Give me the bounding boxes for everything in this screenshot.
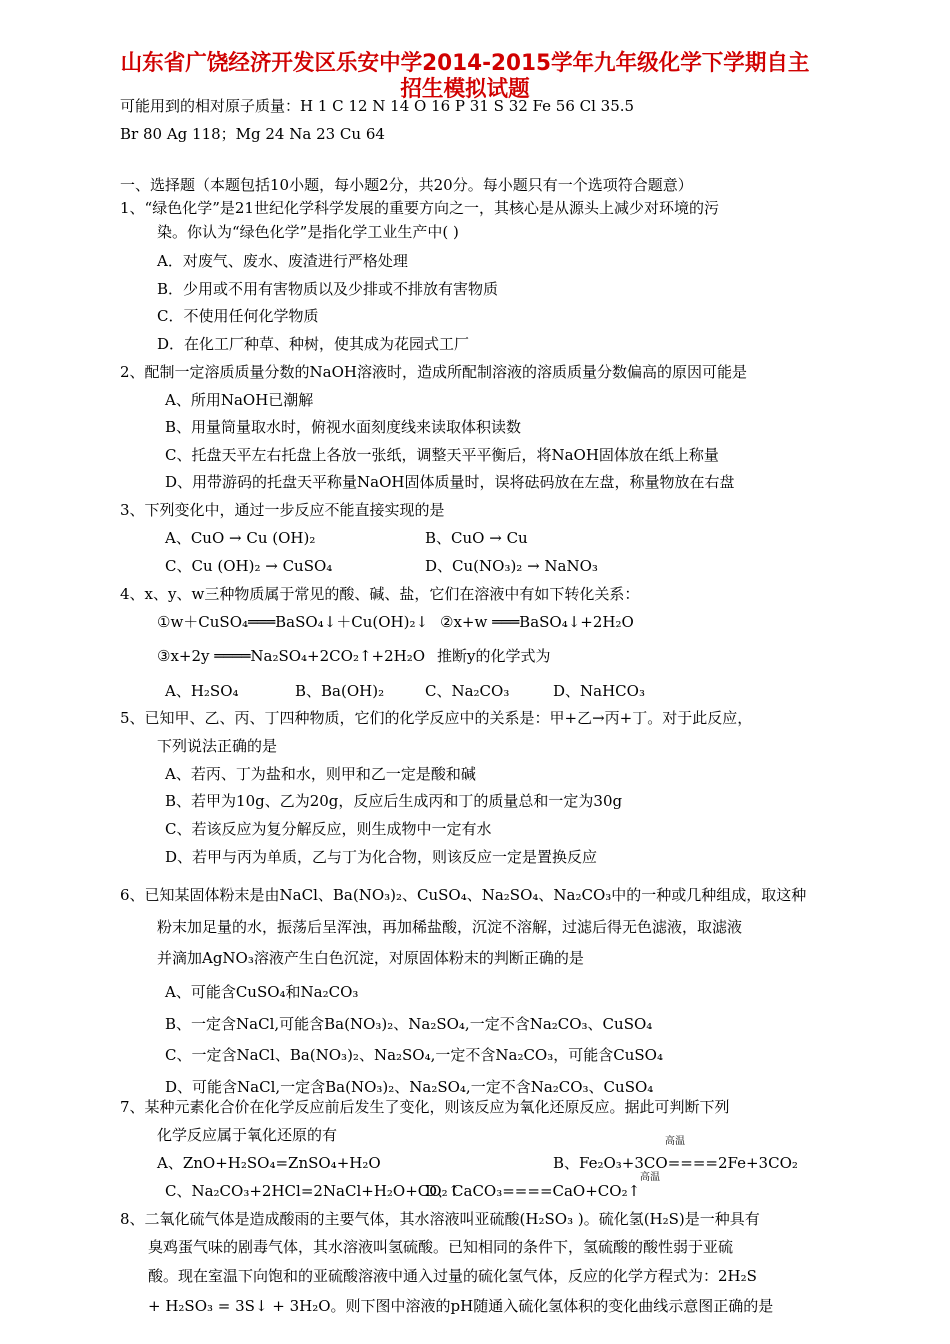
q7-stem-2: 化学反应属于氧化还原的有 — [157, 1126, 338, 1144]
q6-stem-3: 并滴加AgNO₃溶液产生白色沉淀，对原固体粉末的判断正确的是 — [157, 949, 584, 967]
q2-option-b: B、用量筒量取水时，俯视水面刻度线来读取体积读数 — [165, 418, 522, 436]
q1-stem-2: 染。你认为“绿色化学”是指化学工业生产中( ) — [157, 223, 459, 241]
q7-condition-above: 高温 — [665, 1136, 685, 1147]
title-line-1: 山东省广饶经济开发区乐安中学2014-2015学年九年级化学下学期自主 — [120, 51, 810, 76]
q3-option-a: A、CuO → Cu (OH)₂ — [165, 529, 316, 547]
q4-equation-2: ②x+w ═══BaSO₄↓+2H₂O — [440, 613, 634, 631]
q4-option-c: C、Na₂CO₃ — [425, 682, 510, 700]
q8-stem-4: + H₂SO₃ = 3S↓ + 3H₂O。则下图中溶液的pH随通入硫化氢体积的变化曲线示意图正确的是 — [148, 1297, 774, 1315]
atomic-masses-line-2: Br 80 Ag 118；Mg 24 Na 23 Cu 64 — [120, 125, 385, 143]
q5-option-d: D、若甲与丙为单质，乙与丁为化合物，则该反应一定是置换反应 — [165, 848, 598, 866]
q5-stem-1: 5、已知甲、乙、丙、丁四种物质，它们的化学反应中的关系是：甲+乙→丙+丁。对于此反应， — [120, 709, 753, 727]
q7-stem-1: 7、某种元素化合价在化学反应前后发生了变化，则该反应为氧化还原反应。据此可判断下列 — [120, 1098, 730, 1116]
q5-stem-2: 下列说法正确的是 — [157, 737, 278, 755]
q7-option-b: B、Fe₂O₃+3CO====2Fe+3CO₂ — [553, 1154, 798, 1172]
q1-option-c: C．不使用任何化学物质 — [157, 307, 319, 325]
q6-option-c: C、一定含NaCl、Ba(NO₃)₂、Na₂SO₄,一定不含Na₂CO₃，可能含CuSO₄ — [165, 1046, 663, 1064]
q3-stem: 3、下列变化中，通过一步反应不能直接实现的是 — [120, 501, 445, 519]
q1-option-a: A．对废气、废水、废渣进行严格处理 — [157, 252, 408, 270]
q3-option-b: B、CuO → Cu — [425, 529, 528, 547]
q4-equation-1: ①w＋CuSO₄═══BaSO₄↓＋Cu(OH)₂↓ — [157, 613, 429, 631]
q6-stem-1: 6、已知某固体粉末是由NaCl、Ba(NO₃)₂、CuSO₄、Na₂SO₄、Na₂CO₃中的一种或几种组成，取这种 — [120, 886, 807, 904]
q2-option-c: C、托盘天平左右托盘上各放一张纸，调整天平平衡后，将NaOH固体放在纸上称量 — [165, 446, 719, 464]
q8-stem-1: 8、二氧化硫气体是造成酸雨的主要气体，其水溶液叫亚硫酸(H₂SO₃ )。硫化氢(H₂S)是一种具有 — [120, 1210, 760, 1228]
q2-stem: 2、配制一定溶质质量分数的NaOH溶液时，造成所配制溶液的溶质质量分数偏高的原因可能是 — [120, 363, 747, 381]
q2-option-a: A、所用NaOH已潮解 — [165, 391, 314, 409]
q1-option-d: D．在化工厂种草、种树，使其成为花园式工厂 — [157, 335, 470, 353]
q4-option-b: B、Ba(OH)₂ — [295, 682, 385, 700]
q4-option-a: A、H₂SO₄ — [165, 682, 239, 700]
q4-equation-3: ③x+2y ════Na₂SO₄+2CO₂↑+2H₂O — [157, 647, 426, 665]
q7-condition-below: 高温 — [640, 1172, 660, 1183]
atomic-masses-line-1: 可能用到的相对原子质量：H 1 C 12 N 14 O 16 P 31 S 32 Fe 56 Cl 35.5 — [120, 97, 635, 115]
q2-option-d: D、用带游码的托盘天平称量NaOH固体质量时，误将砝码放在左盘，称量物放在右盘 — [165, 473, 735, 491]
q6-stem-2: 粉末加足量的水，振荡后呈浑浊，再加稀盐酸，沉淀不溶解，过滤后得无色滤液，取滤液 — [157, 918, 743, 936]
title-line-2: 招生模拟试题 — [400, 77, 530, 102]
q5-option-b: B、若甲为10g、乙为20g，反应后生成丙和丁的质量总和一定为30g — [165, 792, 623, 810]
q8-stem-3: 酸。现在室温下向饱和的亚硫酸溶液中通入过量的硫化氢气体，反应的化学方程式为：2H₂S — [148, 1267, 757, 1285]
q5-option-c: C、若该反应为复分解反应，则生成物中一定有水 — [165, 820, 492, 838]
q1-stem-1: 1、“绿色化学”是21世纪化学科学发展的重要方向之一，其核心是从源头上减少对环境的污 — [120, 199, 719, 217]
q5-option-a: A、若丙、丁为盐和水，则甲和乙一定是酸和碱 — [165, 765, 476, 783]
q3-option-c: C、Cu (OH)₂ → CuSO₄ — [165, 557, 333, 575]
q3-option-d: D、Cu(NO₃)₂ → NaNO₃ — [425, 557, 598, 575]
q7-option-a: A、ZnO+H₂SO₄=ZnSO₄+H₂O — [157, 1154, 381, 1172]
q7-option-c: C、Na₂CO₃+2HCl=2NaCl+H₂O+CO₂↑ — [165, 1182, 461, 1200]
q4-question: 推断y的化学式为 — [437, 647, 551, 665]
q6-option-d: D、可能含NaCl,一定含Ba(NO₃)₂、Na₂SO₄,一定不含Na₂CO₃、CuSO₄ — [165, 1078, 654, 1096]
q7-option-d: D、CaCO₃====CaO+CO₂↑ — [425, 1182, 641, 1200]
q6-option-b: B、一定含NaCl,可能含Ba(NO₃)₂、Na₂SO₄,一定不含Na₂CO₃、CuSO₄ — [165, 1015, 653, 1033]
q4-option-d: D、NaHCO₃ — [553, 682, 645, 700]
q8-stem-2: 臭鸡蛋气味的剧毒气体，其水溶液叫氢硫酸。已知相同的条件下，氢硫酸的酸性弱于亚硫 — [148, 1238, 734, 1256]
section-heading: 一、选择题（本题包括10小题，每小题2分，共20分。每小题只有一个选项符合题意） — [120, 176, 693, 194]
q6-option-a: A、可能含CuSO₄和Na₂CO₃ — [165, 983, 359, 1001]
q1-option-b: B．少用或不用有害物质以及少排或不排放有害物质 — [157, 280, 499, 298]
q4-stem: 4、x、y、w三种物质属于常见的酸、碱、盐，它们在溶液中有如下转化关系： — [120, 585, 640, 603]
